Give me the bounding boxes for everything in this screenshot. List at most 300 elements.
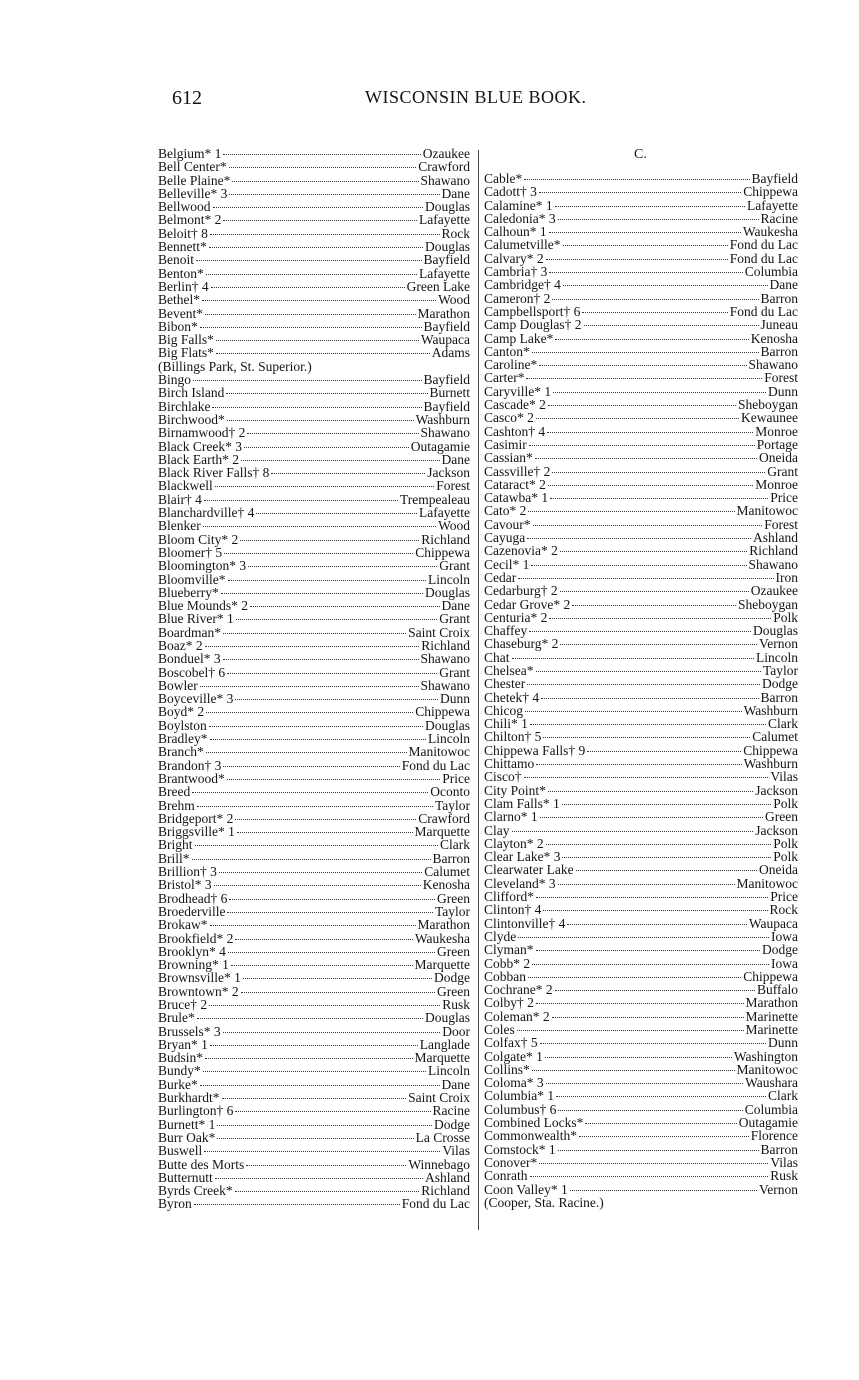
gazetteer-entry bbox=[158, 985, 470, 998]
gazetteer-entry bbox=[158, 892, 470, 905]
dot-leader bbox=[563, 245, 728, 246]
gazetteer-entry bbox=[484, 637, 798, 650]
dot-leader bbox=[210, 1045, 418, 1046]
county-name: Green bbox=[765, 809, 798, 825]
gazetteer-entry bbox=[484, 278, 798, 291]
gazetteer-entry bbox=[484, 930, 798, 943]
place-name: Butternutt bbox=[158, 1169, 213, 1185]
gazetteer-entry bbox=[158, 227, 470, 240]
place-name: Cleveland* 3 bbox=[484, 875, 556, 891]
county-name: Wood bbox=[438, 292, 470, 308]
dot-leader bbox=[539, 365, 746, 366]
gazetteer-entry bbox=[484, 983, 798, 996]
dot-leader bbox=[558, 1110, 742, 1111]
gazetteer-entry bbox=[158, 705, 470, 718]
dot-leader bbox=[216, 353, 430, 354]
gazetteer-entry bbox=[484, 571, 798, 584]
county-name: Shawano bbox=[420, 677, 470, 693]
county-name: Lincoln bbox=[428, 731, 470, 747]
gazetteer-entry bbox=[158, 346, 470, 359]
county-name: Ozaukee bbox=[750, 583, 798, 599]
dot-leader bbox=[530, 1176, 769, 1177]
dot-leader bbox=[200, 686, 419, 687]
gazetteer-entry bbox=[158, 453, 470, 466]
place-name: Burke* bbox=[158, 1076, 198, 1092]
dot-leader bbox=[518, 578, 773, 579]
running-head: WISCONSIN BLUE BOOK. bbox=[365, 87, 587, 107]
place-name: Blue Mounds* 2 bbox=[158, 598, 249, 614]
gazetteer-entry bbox=[158, 187, 470, 200]
dot-leader bbox=[549, 232, 741, 233]
gazetteer-entry bbox=[158, 1064, 470, 1077]
place-name: Chetek† 4 bbox=[484, 689, 540, 705]
place-name: Cascade* 2 bbox=[484, 397, 546, 413]
gazetteer-entry bbox=[484, 1076, 798, 1089]
place-name: Clayton* 2 bbox=[484, 835, 544, 851]
county-name: Marquette bbox=[414, 1050, 470, 1066]
gazetteer-entry bbox=[484, 1156, 798, 1169]
county-name: Waukesha bbox=[414, 930, 470, 946]
county-name: Manitowoc bbox=[736, 1061, 798, 1077]
county-name: Lincoln bbox=[428, 1063, 470, 1079]
county-name: Vernon bbox=[759, 636, 798, 652]
county-name: Barron bbox=[760, 343, 798, 359]
dot-leader bbox=[532, 1070, 735, 1071]
place-name: Broederville bbox=[158, 903, 226, 919]
place-name: Boyd* 2 bbox=[158, 704, 205, 720]
gazetteer-entry bbox=[158, 506, 470, 519]
place-name: Bennett* bbox=[158, 239, 207, 255]
place-name: Brooklyn* 4 bbox=[158, 943, 226, 959]
section-heading-c: C. bbox=[634, 147, 647, 162]
gazetteer-entry bbox=[484, 558, 798, 571]
place-name: Buswell bbox=[158, 1143, 203, 1159]
county-name: Shawano bbox=[420, 651, 470, 667]
dot-leader bbox=[558, 1150, 759, 1151]
dot-leader bbox=[541, 698, 758, 699]
place-name: Blue River* 1 bbox=[158, 611, 234, 627]
dot-leader bbox=[204, 500, 398, 501]
dot-leader bbox=[579, 1136, 749, 1137]
county-name: Forest bbox=[764, 370, 798, 386]
county-name: Clark bbox=[768, 1088, 798, 1104]
gazetteer-entry bbox=[158, 546, 470, 559]
gazetteer-entry bbox=[158, 679, 470, 692]
county-name: Dodge bbox=[434, 1116, 470, 1132]
county-name: Oneida bbox=[759, 450, 798, 466]
county-name: Taylor bbox=[434, 903, 470, 919]
dot-leader bbox=[539, 1163, 768, 1164]
place-name: Briggsville* 1 bbox=[158, 824, 235, 840]
place-name: Centuria* 2 bbox=[484, 609, 548, 625]
dot-leader bbox=[229, 899, 435, 900]
place-name: Branch* bbox=[158, 744, 204, 760]
dot-leader bbox=[587, 751, 741, 752]
place-name: Coloma* 3 bbox=[484, 1075, 544, 1091]
gazetteer-entry bbox=[158, 1197, 470, 1210]
gazetteer-entry bbox=[158, 1025, 470, 1038]
gazetteer-entry bbox=[158, 174, 470, 187]
county-name: Fond du Lac bbox=[401, 1196, 470, 1212]
place-name: Bristol* 3 bbox=[158, 877, 212, 893]
place-name: Bloomington* 3 bbox=[158, 558, 247, 574]
place-name: Clifford* bbox=[484, 889, 534, 905]
place-name: Brookfield* 2 bbox=[158, 930, 234, 946]
county-name: Richland bbox=[749, 543, 798, 559]
county-name: Jackson bbox=[755, 822, 798, 838]
place-name: Benton* bbox=[158, 265, 204, 281]
place-name: Bonduel* 3 bbox=[158, 651, 221, 667]
gazetteer-entry bbox=[158, 599, 470, 612]
place-name: Burkhardt* bbox=[158, 1090, 220, 1106]
county-name: Fond du Lac bbox=[729, 303, 798, 319]
county-name: Green bbox=[437, 943, 470, 959]
dot-leader bbox=[250, 606, 440, 607]
dot-leader bbox=[527, 684, 760, 685]
county-name: Washburn bbox=[743, 756, 798, 772]
dot-leader bbox=[210, 234, 440, 235]
gazetteer-entry bbox=[158, 293, 470, 306]
county-name: Marquette bbox=[414, 957, 470, 973]
county-name: Green bbox=[437, 890, 470, 906]
gazetteer-entry bbox=[158, 865, 470, 878]
gazetteer-entry bbox=[158, 1131, 470, 1144]
gazetteer-entry bbox=[484, 252, 798, 265]
gazetteer-entry bbox=[484, 185, 798, 198]
gazetteer-entry bbox=[484, 1036, 798, 1049]
county-name: Douglas bbox=[425, 199, 470, 215]
place-name: Birchwood* bbox=[158, 411, 225, 427]
county-name: Dane bbox=[769, 277, 798, 293]
gazetteer-entry bbox=[484, 1089, 798, 1102]
gazetteer-entry bbox=[484, 863, 798, 876]
gazetteer-entry bbox=[158, 1144, 470, 1157]
county-name: Oconto bbox=[430, 784, 470, 800]
county-name: Vilas bbox=[770, 769, 798, 785]
gazetteer-entry bbox=[158, 812, 470, 825]
dot-leader bbox=[529, 445, 755, 446]
county-name: Kenosha bbox=[422, 877, 470, 893]
dot-leader bbox=[540, 817, 763, 818]
county-name: Iowa bbox=[771, 928, 798, 944]
county-name: Trempealeau bbox=[400, 491, 470, 507]
county-name: Douglas bbox=[425, 584, 470, 600]
dot-leader bbox=[214, 885, 421, 886]
dot-leader bbox=[524, 777, 769, 778]
gazetteer-entry bbox=[484, 757, 798, 770]
dot-leader bbox=[546, 1083, 743, 1084]
gazetteer-entry bbox=[158, 971, 470, 984]
place-name: Boyceville* 3 bbox=[158, 691, 234, 707]
place-name: Blueberry* bbox=[158, 584, 219, 600]
dot-leader bbox=[194, 1204, 400, 1205]
county-name: Bayfield bbox=[423, 318, 470, 334]
county-name: Racine bbox=[432, 1103, 470, 1119]
gazetteer-entry bbox=[484, 225, 798, 238]
dot-leader bbox=[240, 540, 419, 541]
gazetteer-entry bbox=[158, 200, 470, 213]
county-name: Clark bbox=[768, 716, 798, 732]
gazetteer-entry bbox=[484, 1050, 798, 1063]
place-name: Belle Plaine* bbox=[158, 172, 231, 188]
gazetteer-entry bbox=[484, 358, 798, 371]
dot-leader bbox=[223, 633, 406, 634]
place-name: Casimir bbox=[484, 436, 527, 452]
county-name: Waushara bbox=[745, 1075, 798, 1091]
county-name: Waukesha bbox=[742, 224, 798, 240]
place-name: Chicog bbox=[484, 702, 523, 718]
county-name: Columbia bbox=[744, 1101, 798, 1117]
county-name: Juneau bbox=[760, 317, 798, 333]
gazetteer-entry bbox=[484, 172, 798, 185]
county-name: Polk bbox=[773, 849, 798, 865]
place-name: Blackwell bbox=[158, 478, 213, 494]
gazetteer-entry bbox=[158, 785, 470, 798]
place-name: Coleman* 2 bbox=[484, 1008, 550, 1024]
place-name: Blanchardville† 4 bbox=[158, 505, 255, 521]
place-name: Boardman* bbox=[158, 624, 221, 640]
gazetteer-entry bbox=[484, 877, 798, 890]
place-name: Cisco† bbox=[484, 769, 522, 785]
county-name: Chippewa bbox=[415, 544, 470, 560]
page-number: 612 bbox=[172, 87, 202, 109]
place-name: Cavour* bbox=[484, 516, 531, 532]
dot-leader bbox=[196, 260, 422, 261]
dot-leader bbox=[215, 1178, 423, 1179]
county-name: Calumet bbox=[424, 864, 470, 880]
gazetteer-entry bbox=[484, 890, 798, 903]
county-name: Iowa bbox=[771, 955, 798, 971]
place-name: Cedar bbox=[484, 569, 517, 585]
place-name: Bruce† 2 bbox=[158, 997, 208, 1012]
county-name: Monroe bbox=[755, 423, 798, 439]
county-name: Richland bbox=[421, 637, 470, 653]
dot-leader bbox=[217, 1138, 413, 1139]
county-name: Taylor bbox=[434, 797, 470, 813]
dot-leader bbox=[243, 978, 432, 979]
dot-leader bbox=[546, 844, 772, 845]
gazetteer-entry bbox=[158, 440, 470, 453]
gazetteer-entry bbox=[158, 267, 470, 280]
gazetteer-entry bbox=[484, 305, 798, 318]
county-name: Manitowoc bbox=[736, 875, 798, 891]
county-name: Vilas bbox=[442, 1143, 470, 1159]
county-name: Oneida bbox=[759, 862, 798, 878]
county-name: Vilas bbox=[770, 1154, 798, 1170]
place-name: Brandon† 3 bbox=[158, 757, 222, 773]
place-name: Coles bbox=[484, 1022, 515, 1037]
place-name: Bloomer† 5 bbox=[158, 544, 223, 560]
county-name: Chippewa bbox=[743, 742, 798, 758]
gazetteer-entry bbox=[158, 559, 470, 572]
place-name: Commonwealth* bbox=[484, 1128, 577, 1144]
place-name: Columbia* 1 bbox=[484, 1088, 555, 1104]
place-name: Comstock* 1 bbox=[484, 1141, 556, 1157]
county-name: Marathon bbox=[417, 305, 470, 321]
place-name: Calvary* 2 bbox=[484, 250, 544, 266]
place-name: Big Falls* bbox=[158, 332, 214, 348]
gazetteer-entry bbox=[484, 1063, 798, 1076]
county-name: Racine bbox=[760, 210, 798, 226]
gazetteer-entry bbox=[158, 240, 470, 253]
place-name: (Billings Park, St. Superior.) bbox=[158, 358, 312, 374]
gazetteer-entry bbox=[158, 400, 470, 413]
county-name: Polk bbox=[773, 609, 798, 625]
dot-leader bbox=[543, 910, 767, 911]
gazetteer-entry bbox=[158, 626, 470, 639]
column-divider bbox=[478, 150, 479, 1230]
gazetteer-entry bbox=[484, 1103, 798, 1116]
dot-leader bbox=[548, 485, 753, 486]
place-name: Carter* bbox=[484, 370, 525, 386]
county-name: La Crosse bbox=[415, 1129, 470, 1145]
county-name: Wood bbox=[438, 518, 470, 534]
place-name: Coon Valley* 1 bbox=[484, 1181, 568, 1197]
dot-leader bbox=[558, 219, 759, 220]
place-name: Boaz* 2 bbox=[158, 637, 203, 653]
place-name: Blair† 4 bbox=[158, 491, 202, 507]
place-name: Caledonia* 3 bbox=[484, 210, 556, 226]
dot-leader bbox=[567, 924, 746, 925]
county-name: Marinette bbox=[745, 1022, 798, 1037]
county-name: Washburn bbox=[415, 411, 470, 427]
dot-leader bbox=[560, 644, 757, 645]
dot-leader bbox=[200, 1085, 440, 1086]
county-name: Douglas bbox=[425, 239, 470, 255]
gazetteer-entry bbox=[484, 1010, 798, 1023]
dot-leader bbox=[527, 538, 751, 539]
dot-leader bbox=[531, 565, 746, 566]
gazetteer-entry bbox=[158, 1038, 470, 1051]
county-name: Rock bbox=[441, 225, 470, 241]
dot-leader bbox=[536, 764, 741, 765]
dot-leader bbox=[193, 380, 421, 381]
place-name: City Point* bbox=[484, 782, 546, 798]
gazetteer-entry bbox=[484, 491, 798, 504]
place-name: Caryville* 1 bbox=[484, 383, 552, 399]
place-name: Collins* bbox=[484, 1061, 530, 1077]
county-name: Dane bbox=[441, 598, 470, 614]
county-name: Lincoln bbox=[756, 649, 798, 665]
dot-leader bbox=[221, 593, 423, 594]
gazetteer-entry bbox=[484, 611, 798, 624]
gazetteer-entry bbox=[484, 411, 798, 424]
place-name: Brokaw* bbox=[158, 917, 208, 933]
gazetteer-entry bbox=[484, 332, 798, 345]
county-name: Florence bbox=[750, 1128, 798, 1144]
dot-leader bbox=[223, 220, 417, 221]
place-name: Calamine* 1 bbox=[484, 197, 553, 213]
dot-leader bbox=[558, 884, 735, 885]
place-name: Colfax† 5 bbox=[484, 1035, 538, 1051]
gazetteer-entry bbox=[484, 478, 798, 491]
dot-leader bbox=[195, 845, 438, 846]
county-name: Dane bbox=[441, 1076, 470, 1092]
place-name: Bradley* bbox=[158, 731, 208, 747]
gazetteer-entry bbox=[484, 651, 798, 664]
place-name: Boscobel† 6 bbox=[158, 664, 226, 680]
county-name: Kewaunee bbox=[741, 410, 798, 426]
place-name: Budsin* bbox=[158, 1050, 204, 1066]
place-name: Chilton† 5 bbox=[484, 729, 542, 745]
place-name: Chili* 1 bbox=[484, 716, 528, 732]
place-name: Bellwood bbox=[158, 199, 211, 215]
right-column bbox=[484, 172, 798, 1209]
county-name: Shawano bbox=[420, 172, 470, 188]
gazetteer-entry bbox=[484, 425, 798, 438]
place-name: Brodhead† 6 bbox=[158, 890, 228, 906]
county-name: Dodge bbox=[762, 942, 798, 958]
dot-leader bbox=[235, 699, 438, 700]
gazetteer-entry bbox=[158, 573, 470, 586]
county-name: Barron bbox=[432, 850, 470, 866]
dot-leader bbox=[549, 272, 742, 273]
place-name: Clintonville† 4 bbox=[484, 915, 566, 931]
place-name: Conrath bbox=[484, 1168, 528, 1184]
gazetteer-entry bbox=[158, 772, 470, 785]
county-name: Lafayette bbox=[419, 212, 470, 228]
county-name: Marinette bbox=[745, 1008, 798, 1024]
dot-leader bbox=[560, 591, 749, 592]
gazetteer-entry bbox=[158, 1091, 470, 1104]
county-name: Sheboygan bbox=[738, 397, 798, 413]
gazetteer-entry bbox=[484, 717, 798, 730]
dot-leader bbox=[584, 325, 759, 326]
county-name: Ozaukee bbox=[422, 146, 470, 161]
county-name: Douglas bbox=[425, 1010, 470, 1026]
county-name: Dunn bbox=[768, 1035, 798, 1051]
dot-leader bbox=[229, 194, 439, 195]
dot-leader bbox=[536, 897, 768, 898]
gazetteer-entry bbox=[158, 932, 470, 945]
gazetteer-entry bbox=[484, 199, 798, 212]
dot-leader bbox=[205, 1058, 413, 1059]
gazetteer-entry bbox=[158, 1078, 470, 1091]
gazetteer-entry bbox=[158, 386, 470, 399]
dot-leader bbox=[246, 1165, 406, 1166]
gazetteer-entry bbox=[158, 945, 470, 958]
gazetteer-entry bbox=[158, 905, 470, 918]
dot-leader bbox=[528, 511, 734, 512]
county-name: Kenosha bbox=[750, 330, 798, 346]
dot-leader bbox=[232, 181, 418, 182]
dot-leader bbox=[203, 526, 436, 527]
dot-leader bbox=[192, 859, 431, 860]
dot-leader bbox=[228, 580, 427, 581]
dot-leader bbox=[227, 779, 441, 780]
dot-leader bbox=[227, 420, 414, 421]
place-name: Cameron† 2 bbox=[484, 290, 551, 306]
gazetteer-entry bbox=[484, 943, 798, 956]
county-name: Outagamie bbox=[738, 1115, 798, 1131]
county-name: Barron bbox=[760, 689, 798, 705]
place-name: Belgium* 1 bbox=[158, 146, 222, 161]
county-name: Douglas bbox=[753, 623, 798, 639]
place-name: Brule* bbox=[158, 1010, 195, 1026]
place-name: Cazenovia* 2 bbox=[484, 543, 558, 559]
dot-leader bbox=[247, 433, 418, 434]
gazetteer-entry bbox=[158, 652, 470, 665]
place-name: Birch Island bbox=[158, 385, 225, 401]
place-name: Clinton† 4 bbox=[484, 902, 542, 918]
dot-leader bbox=[552, 472, 765, 473]
county-name: Dodge bbox=[434, 970, 470, 986]
dot-leader bbox=[553, 392, 766, 393]
gazetteer-entry bbox=[484, 465, 798, 478]
dot-leader bbox=[555, 990, 755, 991]
gazetteer-entry bbox=[484, 850, 798, 863]
county-name: Crawford bbox=[418, 159, 470, 175]
